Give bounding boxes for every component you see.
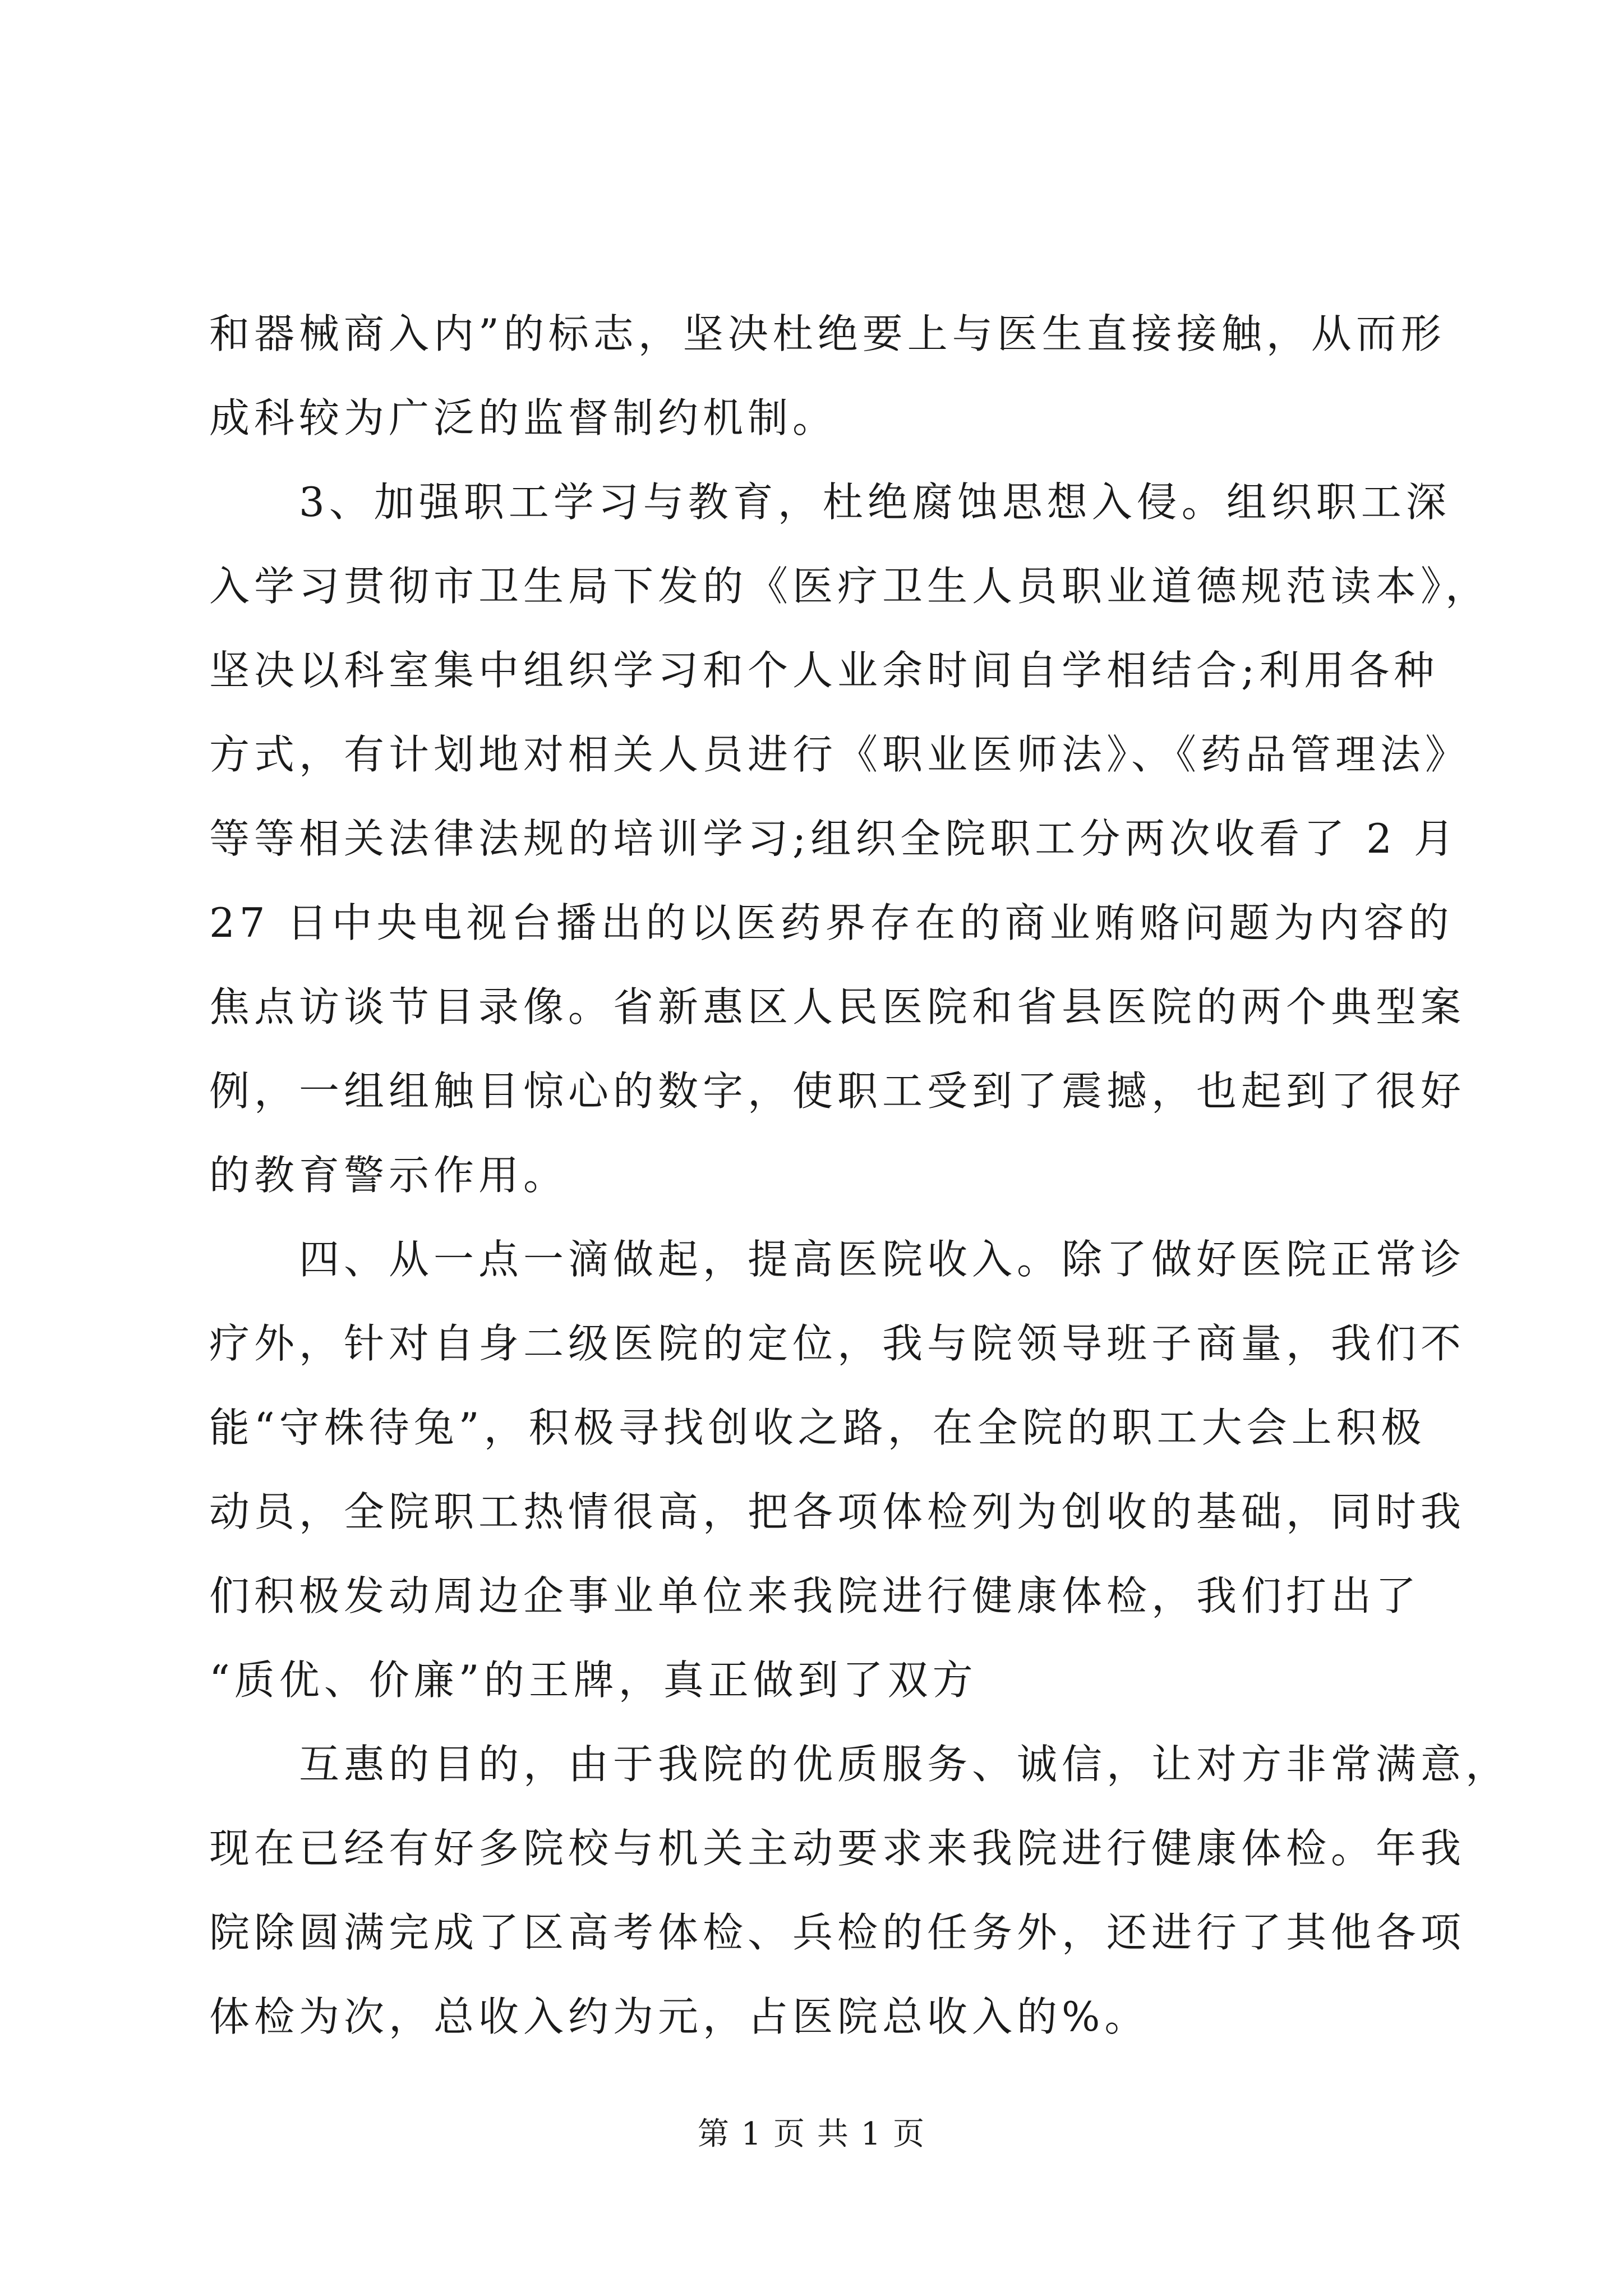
text-line: 互惠的目的，由于我院的优质服务、诚信，让对方非常满意， xyxy=(299,1741,1511,1788)
text-line: 四、从一点一滴做起，提高医院收入。除了做好医院正常诊 xyxy=(299,1236,1466,1283)
text-line: 和器械商入内”的标志，坚决杜绝要上与医生直接接触，从而形 xyxy=(209,310,1446,357)
text-line: 能“守株待兔”，积极寻找创收之路，在全院的职工大会上积极 xyxy=(209,1404,1426,1451)
text-line: 现在已经有好多院校与机关主动要求来我院进行健康体检。年我 xyxy=(209,1825,1466,1872)
text-line: 成科较为广泛的监督制约机制。 xyxy=(209,394,838,441)
text-line: 坚决以科室集中组织学习和个人业余时间自学相结合;利用各种 xyxy=(209,647,1439,694)
text-line: 动员，全院职工热情很高，把各项体检列为创收的基础，同时我 xyxy=(209,1488,1466,1535)
text-line: 院除圆满完成了区高考体检、兵检的任务外，还进行了其他各项 xyxy=(209,1909,1466,1956)
text-line: 等等相关法律法规的培训学习;组织全院职工分两次收看了 2 月 xyxy=(209,815,1459,862)
text-line: 体检为次，总收入约为元，占医院总收入的%。 xyxy=(209,1993,1150,2040)
text-line: 入学习贯彻市卫生局下发的《医疗卫生人员职业道德规范读本》， xyxy=(209,563,1491,610)
text-line: “质优、价廉”的王牌，真正做到了双方 xyxy=(209,1657,978,1704)
text-line: 们积极发动周边企事业单位来我院进行健康体检，我们打出了 xyxy=(209,1572,1421,1619)
text-line: 方式，有计划地对相关人员进行《职业医师法》、《药品管理法》 xyxy=(209,731,1470,778)
text-line: 疗外，针对自身二级医院的定位，我与院领导班子商量，我们不 xyxy=(209,1320,1466,1367)
text-line: 27 日中央电视台播出的以医药界存在的商业贿赂问题为内容的 xyxy=(209,899,1454,946)
text-line: 3、加强职工学习与教育，杜绝腐蚀思想入侵。组织职工深 xyxy=(299,478,1451,526)
text-line: 例，一组组触目惊心的数字，使职工受到了震撼，也起到了很好 xyxy=(209,1068,1466,1115)
page-footer: 第 1 页 共 1 页 xyxy=(697,2116,926,2152)
text-line: 焦点访谈节目录像。省新惠区人民医院和省县医院的两个典型案 xyxy=(209,983,1466,1030)
text-line: 的教育警示作用。 xyxy=(209,1152,569,1199)
